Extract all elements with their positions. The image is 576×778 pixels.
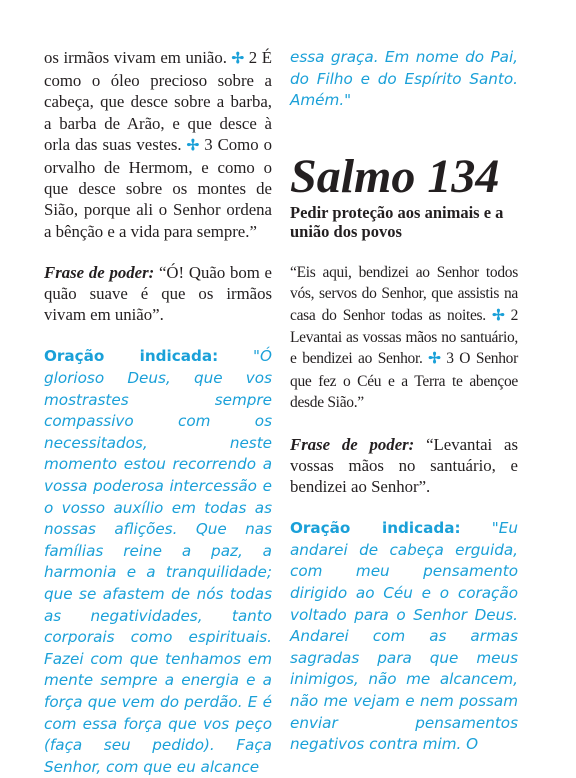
verse-text: 2 É como o óleo precioso sobre a cabeça, que desce sobre a barba, a barba de Arão, e que desce à orla das suas vestes. xyxy=(44,48,272,154)
verse-text: 3 O Senhor que fez o Céu e a Terra te abençoe desde Sião.” xyxy=(290,350,518,412)
power-phrase-label: Frase de poder: xyxy=(44,262,155,282)
verse-text: “Eis aqui, bendizei ao Senhor todos vós, servos do Senhor, que assistis na casa do Senhor todas as noites. xyxy=(290,263,518,324)
power-phrase xyxy=(290,434,518,498)
cross-icon: ✢ xyxy=(492,307,505,324)
verse-text: os irmãos vivam em união. xyxy=(44,48,227,67)
prayer-label: Oração indicada: xyxy=(44,347,219,366)
verse-text: 3 Como o orvalho de Hermom, e como o que desce sobre os montes de Sião, porque ali o Senhor ordena a bênção e a vida para sempre.” xyxy=(44,134,273,241)
cross-icon: ✢ xyxy=(186,137,200,154)
cross-icon: ✢ xyxy=(231,51,245,67)
prayer-label: Oração indicada: xyxy=(290,519,461,538)
psalm-subtitle: Pedir proteção aos animais e a união dos povos xyxy=(290,202,504,242)
prayer-text: "Eu andarei de cabeça erguida, com meu pensamento dirigido ao Céu e o coração voltado para o Senhor Deus. Andarei com as armas sagradas para que meus inimigos, não me alcancem, não me vejam e nem possam enviar pensamentos negativos contra mim. O xyxy=(290,519,518,754)
power-phrase-text: “Ó! Quão bom e quão suave é que os irmãos vivam em união”. xyxy=(44,262,273,325)
psalm-133-continuation xyxy=(44,47,272,242)
prayer-continuation: essa graça. Em nome do Pai, do Filho e do Espírito Santo. Amém." xyxy=(290,48,518,110)
power-phrase-label: Frase de poder: xyxy=(290,434,415,454)
psalm-title: Salmo 134 xyxy=(290,149,500,203)
verse-text: 2 Levantai as vossas mãos no santuário, e bendizei ao Senhor. xyxy=(290,306,519,368)
right-column xyxy=(290,0,519,754)
cross-icon: ✢ xyxy=(428,351,441,368)
power-phrase-text: “Levantai as vossas mãos no santuário, e bendizei ao Senhor”. xyxy=(290,434,518,497)
prayer-text: "Ó glorioso Deus, que vos mostrastes sempre compassivo com os necessitados, neste momento estou recorrendo a vossa poderosa intercessão e o vosso auxílio em todas as nossas aflições. Que nas famílias reine a paz, a harmonia e a tranquilidade; que se afastem de nós todas as negatividades, tanto corporais como espirituais. Fazei com que tenhamos em mente sempre a energia e a força que vem do perdão. E é com essa força que vos peço (faça seu pedido). Faça Senhor, com que eu alcance xyxy=(44,347,272,776)
left-column xyxy=(44,0,273,776)
power-phrase xyxy=(44,262,272,326)
indicated-prayer xyxy=(44,346,272,778)
indicated-prayer xyxy=(290,518,518,756)
psalm-134-verses xyxy=(290,262,518,414)
